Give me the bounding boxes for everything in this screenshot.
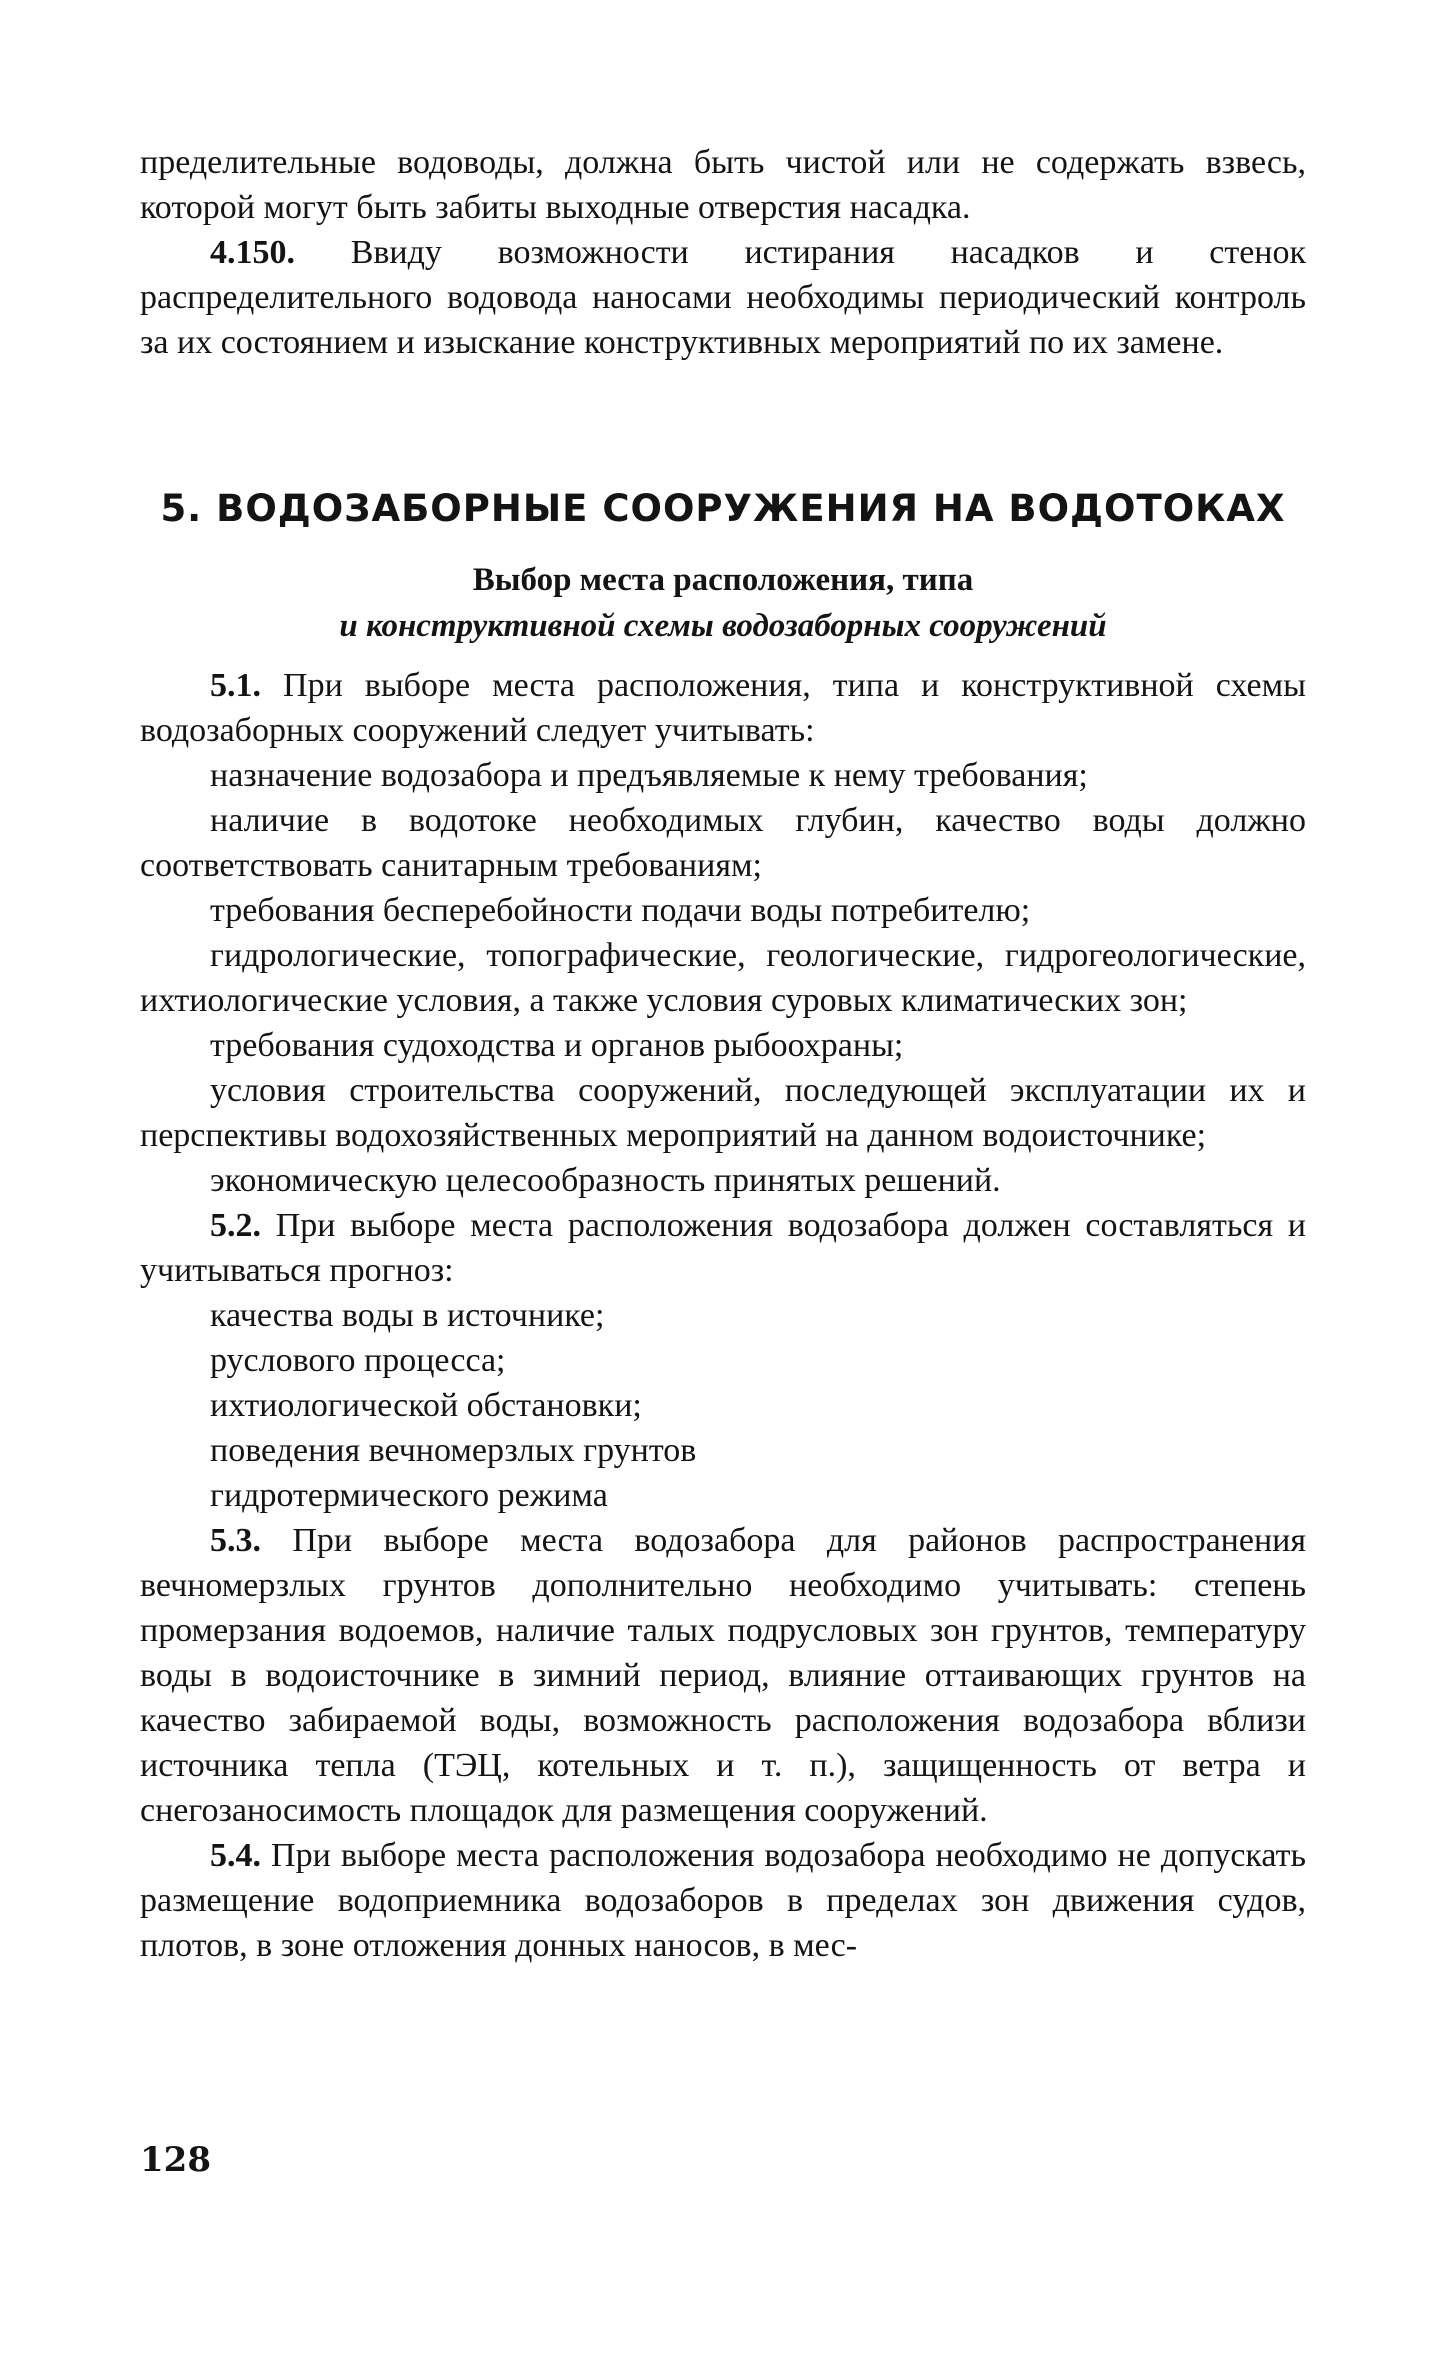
list-item: условия строительства сооружений, последующей эксплуатации их и перспективы водохозяйственных мероприятий на данном водоисточнике; (140, 1072, 1306, 1154)
paragraph-text: При выборе места расположения водозабора необходимо не допускать размещение водоприемника водозаборов в пределах зон движения судов, плотов, в зоне отложения донных наносов, в мес- (140, 1837, 1307, 1964)
paragraph-text: При выборе места расположения, типа и конструктивной схемы водозаборных сооружений следует учитывать: (140, 667, 1306, 749)
paragraph-text: Ввиду возможности истирания насадков и стенок распределительного водовода наносами необходимы периодический контроль за их состоянием и изыскание конструктивных мероприятий по их замене. (140, 234, 1306, 361)
list-item: гидрологические, топографические, геологические, гидрогеологические, ихтиологические условия, а также условия суровых климатических зон; (140, 937, 1306, 1019)
page-number: 128 (140, 2140, 211, 2180)
paragraph-5-2 (140, 1203, 1306, 1293)
subheading-line-2: и конструктивной схемы водозаборных сооружений (339, 608, 1107, 644)
paragraph-number: 5.2. (210, 1207, 261, 1244)
paragraph-text: При выборе места расположения водозабора должен составляться и учитываться прогноз: (140, 1207, 1306, 1289)
list-item: поведения вечномерзлых грунтов (210, 1432, 697, 1469)
list-item: требования судоходства и органов рыбоохраны; (210, 1027, 904, 1064)
list-item: экономическую целесообразность принятых решений. (210, 1162, 1001, 1199)
list-item: наличие в водотоке необходимых глубин, качество воды должно соответствовать санитарным требованиям; (140, 802, 1306, 884)
paragraph-5-1 (140, 663, 1306, 753)
paragraph-5-4 (140, 1833, 1306, 1968)
list-item: назначение водозабора и предъявляемые к нему требования; (210, 757, 1088, 794)
paragraph-text: При выборе места водозабора для районов распространения вечномерзлых грунтов дополнительно необходимо учитывать: степень промерзания водоемов, наличие талых подрусловых зон грунтов, температуру воды в водоисточнике в зимний период, влияние оттаивающих грунтов на качество забираемой воды, возможность расположения водозабора вблизи источника тепла (ТЭЦ, котельных и т. п.), защищенность от ветра и снегозаносимость площадок для размещения сооружений. (140, 1522, 1307, 1829)
paragraph-number: 4.150. (210, 234, 295, 271)
paragraph-4-150 (140, 230, 1306, 365)
list-item: гидротермического режима (210, 1477, 608, 1514)
list-item: требования бесперебойности подачи воды потребителю; (210, 892, 1031, 929)
paragraph-5-3 (140, 1518, 1306, 1833)
paragraph-number: 5.3. (210, 1522, 261, 1559)
page-text (140, 140, 1306, 1968)
list-item: руслового процесса; (210, 1342, 506, 1379)
continuation-paragraph: пределительные водоводы, должна быть чистой или не содержать взвесь, которой могут быть забиты выходные отверстия насадка. (140, 144, 1306, 226)
paragraph-number: 5.1. (210, 667, 261, 704)
subheading-line-1: Выбор места расположения, типа (472, 562, 974, 598)
subsection-heading (140, 557, 1306, 649)
section-title: 5. ВОДОЗАБОРНЫЕ СООРУЖЕНИЯ НА ВОДОТОКАХ (160, 487, 1286, 530)
list-item: ихтиологической обстановки; (210, 1387, 642, 1424)
paragraph-number: 5.4. (210, 1837, 261, 1874)
list-item: качества воды в источнике; (210, 1297, 605, 1334)
